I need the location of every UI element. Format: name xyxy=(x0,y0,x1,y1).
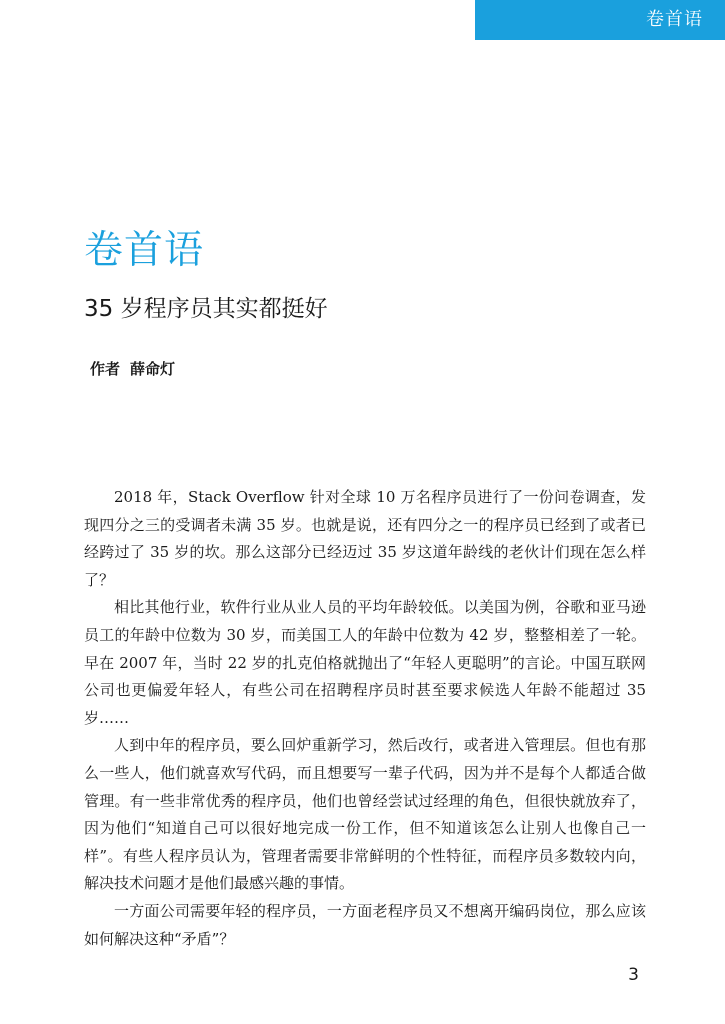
author-role: 作者 xyxy=(90,360,121,378)
article-subtitle: 35 岁程序员其实都挺好 xyxy=(84,296,328,322)
page-title: 卷首语 xyxy=(84,228,205,273)
paragraph: 人到中年的程序员，要么回炉重新学习，然后改行，或者进入管理层。但也有那么一些人，他们就喜欢写代码，而且想要写一辈子代码，因为并不是每个人都适合做管理。有一些非常优秀的程序员，他们也曾经尝试过经理的角色，但很快就放弃了，因为他们“知道自己可以很好地完成一份工作，但不知道该怎么让别人也像自己一样”。有些人程序员认为，管理者需要非常鲜明的个性特征，而程序员多数较内向，解决技术问题才是他们最感兴趣的事情。 xyxy=(84,736,646,893)
paragraph: 相比其他行业，软件行业从业人员的平均年龄较低。以美国为例，谷歌和亚马逊员工的年龄中位数为 30 岁，而美国工人的年龄中位数为 42 岁，整整相差了一轮。早在 2007 年，当时 22 岁的扎克伯格就抛出了“年轻人更聪明”的言论。中国互联网公司也更偏爱年轻人，有些公司在招聘程序员时甚至要求候选人年龄不能超过 35 岁…… xyxy=(84,598,646,727)
author-name: 薛命灯 xyxy=(130,360,176,378)
paragraph: 2018 年，Stack Overflow 针对全球 10 万名程序员进行了一份问卷调查，发现四分之三的受调者未满 35 岁。也就是说，还有四分之一的程序员已经到了或者已经跨过了 35 岁的坎。那么这部分已经迈过 35 岁这道年龄线的老伙计们现在怎么样了？ xyxy=(84,488,646,589)
article-body xyxy=(84,484,646,953)
author-line xyxy=(90,358,175,380)
section-tab: 卷首语 xyxy=(475,0,725,40)
page-number: 3 xyxy=(628,965,639,985)
paragraph: 一方面公司需要年轻的程序员，一方面老程序员又不想离开编码岗位，那么应该如何解决这种“矛盾”？ xyxy=(84,901,646,948)
